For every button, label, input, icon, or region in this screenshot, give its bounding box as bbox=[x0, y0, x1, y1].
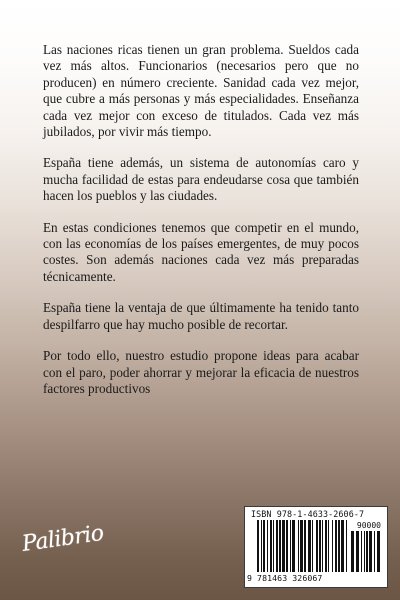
barcode-bars bbox=[257, 520, 349, 572]
back-cover-text bbox=[43, 42, 359, 397]
addon-barcode-bars bbox=[351, 531, 381, 572]
barcode-panel bbox=[244, 506, 388, 588]
publisher-logo: Palibrio bbox=[20, 520, 106, 557]
paragraph-2: España tiene además, un sistema de autonomías caro y mucha facilidad de estas para endeudarse cosa que también hacen los pueblos y las ciudades. bbox=[43, 155, 359, 204]
isbn-label: ISBN 978-1-4633-2606-7 bbox=[251, 509, 365, 519]
paragraph-5: Por todo ello, nuestro estudio propone ideas para acabar con el paro, poder ahorrar y mejorar la eficacia de nuestros factores productivos bbox=[43, 348, 359, 396]
paragraph-1: Las naciones ricas tienen un gran problema. Sueldos cada vez más altos. Funcionarios (necesarios pero que no producen) en número creciente. Sanidad cada vez mejor, que cubre a más personas y más especialidades. Enseñanza cada vez mejor con exceso de titulados. Cada vez más jubilados, por vivir más tiempo. bbox=[43, 42, 359, 140]
ean-digits: 9 781463 326067 bbox=[247, 573, 323, 583]
paragraph-3: En estas condiciones tenemos que competir en el mundo, con las economías de los países emergentes, de muy pocos costes. Son además naciones cada vez más preparadas técnicamente. bbox=[43, 219, 359, 284]
paragraph-4: España tiene la ventaja de que últimamente ha tenido tanto despilfarro que hay mucho posible de recortar. bbox=[43, 300, 359, 332]
addon-code: 90000 bbox=[356, 521, 381, 530]
